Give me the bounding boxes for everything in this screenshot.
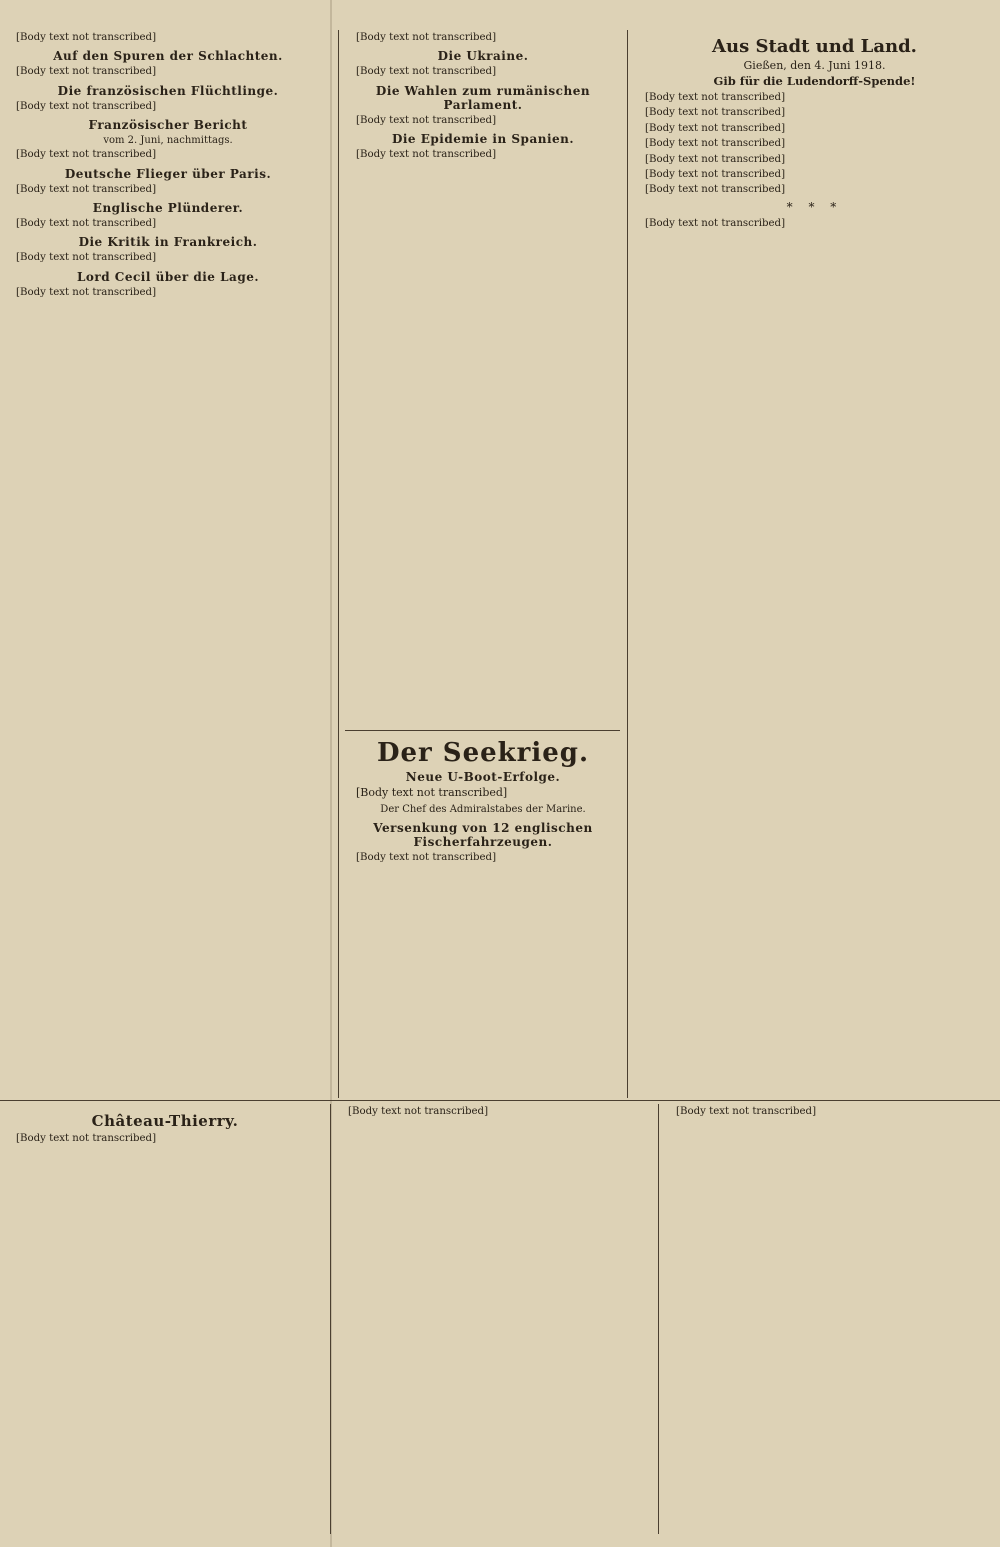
article-meldepflicht: [Body text not transcribed]: [645, 153, 786, 165]
article-cecil: [Body text not transcribed]: [16, 286, 157, 298]
feuilleton-text-3: [Body text not transcribed]: [676, 1106, 817, 1117]
headline-ukraine: Die Ukraine.: [437, 49, 529, 64]
article-intro: [Body text not transcribed]: [16, 32, 157, 43]
separator-dots: * * *: [786, 199, 843, 214]
section-rule: [345, 730, 620, 731]
headline-cecil: Lord Cecil über die Lage.: [76, 269, 260, 284]
article-obstmus: [Body text not transcribed]: [645, 169, 786, 181]
headline-flieger: Deutsche Flieger über Paris.: [64, 166, 272, 181]
feuilleton-col-1: [0, 1104, 330, 1534]
section-masthead: Aus Stadt und Land.: [712, 36, 917, 57]
article-lichtspiele: [Body text not transcribed]: [645, 184, 786, 196]
column-rule: [627, 30, 628, 1098]
article-ukraine: [Body text not transcribed]: [356, 66, 497, 78]
column-middle: [340, 30, 626, 730]
section-rule: [0, 1100, 1000, 1101]
article-fluechtlinge: [Body text not transcribed]: [16, 100, 157, 112]
headline-rumaenien: Die Wahlen zum rumänischen Parlament.: [375, 83, 591, 112]
feuilleton-col-2: [332, 1104, 658, 1534]
feuilleton-text-2: [Body text not transcribed]: [348, 1106, 489, 1117]
headline-fischer: Versenkung von 12 englischen Fischerfahrzeugen.: [373, 820, 593, 849]
article-bericht: [Body text not transcribed]: [16, 149, 157, 161]
article-kritik: [Body text not transcribed]: [16, 252, 157, 264]
column-rule: [658, 1104, 659, 1534]
column-left: [0, 30, 336, 1098]
article-befoerderung: [Body text not transcribed]: [645, 122, 786, 134]
article-diebstahl: [Body text not transcribed]: [645, 138, 786, 150]
headline-pluenderer: Englische Plünderer.: [92, 201, 244, 216]
headline-fluechtlinge: Die französischen Flüchtlinge.: [57, 83, 279, 98]
article-epidemie: [Body text not transcribed]: [356, 149, 497, 161]
spende-notice: Gib für die Ludendorff-Spende!: [713, 74, 916, 88]
article-kleider: [Body text not transcribed]: [645, 217, 786, 229]
headline-kritik: Die Kritik in Frankreich.: [78, 235, 258, 250]
feuilleton-col-3: [660, 1104, 1000, 1534]
feuilleton-text-1: [Body text not transcribed]: [16, 1133, 157, 1144]
subheadline-uboot: Neue U-Boot-Erfolge.: [405, 770, 561, 784]
headline-epidemie: Die Epidemie in Spanien.: [391, 132, 575, 147]
article-pluenderer: [Body text not transcribed]: [16, 218, 157, 230]
article-seekrieg: [Body text not transcribed]: [356, 786, 508, 799]
column-rule: [338, 30, 339, 1098]
article-cecil-cont: [Body text not transcribed]: [356, 32, 497, 43]
article-spuren: [Body text not transcribed]: [16, 66, 157, 78]
headline-spuren: Auf den Spuren der Schlachten.: [53, 49, 283, 64]
headline-seekrieg: Der Seekrieg.: [376, 738, 590, 768]
column-rule: [330, 1104, 331, 1534]
article-rumaenien: [Body text not transcribed]: [356, 114, 497, 126]
bericht-date: vom 2. Juni, nachmittags.: [103, 135, 233, 147]
headline-bericht: Französischer Bericht: [88, 118, 248, 133]
article-personal: [Body text not transcribed]: [645, 107, 786, 119]
column-right: [629, 30, 1000, 1098]
article-fischer: [Body text not transcribed]: [356, 851, 497, 863]
dateline: Gießen, den 4. Juni 1918.: [743, 59, 886, 72]
article-flieger: [Body text not transcribed]: [16, 183, 157, 195]
headline-chateau: Château-Thierry.: [91, 1112, 239, 1130]
seekrieg-section: [340, 732, 626, 1098]
seekrieg-signature: Der Chef des Admiralstabes der Marine.: [380, 803, 586, 815]
article-spende: [Body text not transcribed]: [645, 92, 786, 103]
